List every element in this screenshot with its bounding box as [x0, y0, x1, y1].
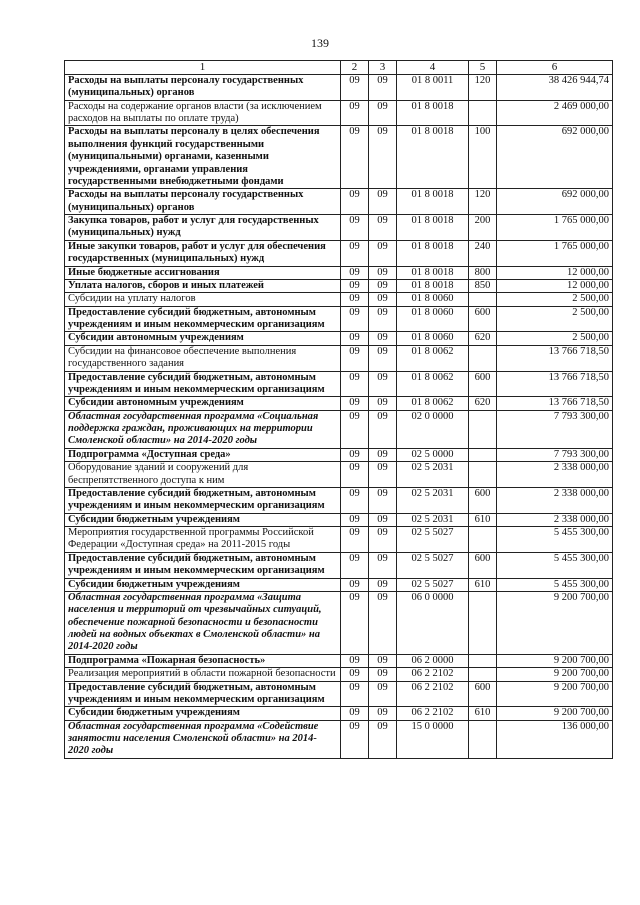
row-subsection-cell: 09 — [369, 397, 397, 410]
row-subsection-cell: 09 — [369, 513, 397, 526]
row-subsection-cell: 09 — [369, 552, 397, 578]
row-name-cell: Предоставление субсидий бюджетным, автономным учреждениям и иным некоммерческим организациям — [65, 487, 341, 513]
row-subsection-cell: 09 — [369, 332, 397, 345]
row-section-cell: 09 — [341, 668, 369, 681]
row-subsection-cell: 09 — [369, 654, 397, 667]
table-row — [65, 654, 613, 667]
row-target-code-cell: 06 0 0000 — [397, 591, 469, 654]
row-subsection-cell: 09 — [369, 126, 397, 189]
row-name-cell: Иные бюджетные ассигнования — [65, 266, 341, 279]
row-subsection-cell: 09 — [369, 681, 397, 707]
row-expense-type-cell — [469, 462, 497, 488]
row-amount-cell: 2 338 000,00 — [497, 487, 613, 513]
row-section-cell: 09 — [341, 266, 369, 279]
row-section-cell: 09 — [341, 707, 369, 720]
row-name-cell: Подпрограмма «Доступная среда» — [65, 448, 341, 461]
row-expense-type-cell: 850 — [469, 279, 497, 292]
row-name-cell: Субсидии бюджетным учреждениям — [65, 707, 341, 720]
row-expense-type-cell: 600 — [469, 371, 497, 397]
table-row — [65, 591, 613, 654]
row-subsection-cell: 09 — [369, 215, 397, 241]
column-header: 1 — [65, 61, 341, 75]
table-row — [65, 126, 613, 189]
row-target-code-cell: 02 5 5027 — [397, 527, 469, 553]
table-row — [65, 371, 613, 397]
row-expense-type-cell — [469, 448, 497, 461]
row-target-code-cell: 01 8 0062 — [397, 345, 469, 371]
row-expense-type-cell: 610 — [469, 578, 497, 591]
row-name-cell: Субсидии на уплату налогов — [65, 293, 341, 306]
row-name-cell: Субсидии автономным учреждениям — [65, 397, 341, 410]
row-target-code-cell: 01 8 0018 — [397, 266, 469, 279]
row-section-cell: 09 — [341, 513, 369, 526]
row-amount-cell: 5 455 300,00 — [497, 578, 613, 591]
row-section-cell: 09 — [341, 527, 369, 553]
table-row — [65, 527, 613, 553]
row-amount-cell: 7 793 300,00 — [497, 410, 613, 448]
row-expense-type-cell: 100 — [469, 126, 497, 189]
row-section-cell: 09 — [341, 487, 369, 513]
row-section-cell: 09 — [341, 578, 369, 591]
row-target-code-cell: 02 0 0000 — [397, 410, 469, 448]
row-section-cell: 09 — [341, 215, 369, 241]
row-section-cell: 09 — [341, 332, 369, 345]
row-amount-cell: 136 000,00 — [497, 720, 613, 758]
row-target-code-cell: 02 5 2031 — [397, 487, 469, 513]
row-target-code-cell: 01 8 0060 — [397, 306, 469, 332]
column-header: 5 — [469, 61, 497, 75]
row-expense-type-cell: 620 — [469, 332, 497, 345]
row-subsection-cell: 09 — [369, 591, 397, 654]
row-expense-type-cell: 800 — [469, 266, 497, 279]
column-header: 6 — [497, 61, 613, 75]
column-header: 4 — [397, 61, 469, 75]
table-row — [65, 681, 613, 707]
row-target-code-cell: 01 8 0018 — [397, 189, 469, 215]
row-name-cell: Областная государственная программа «Защита населения и территорий от чрезвычайных ситуаций, обеспечение пожарной безопасности и безопасности людей на водных объектах в Смоленской области» на 2014-2020 годы — [65, 591, 341, 654]
row-target-code-cell: 01 8 0060 — [397, 332, 469, 345]
row-amount-cell: 13 766 718,50 — [497, 345, 613, 371]
row-section-cell: 09 — [341, 126, 369, 189]
row-section-cell: 09 — [341, 345, 369, 371]
row-target-code-cell: 01 8 0018 — [397, 215, 469, 241]
table-row — [65, 74, 613, 100]
row-expense-type-cell — [469, 345, 497, 371]
row-amount-cell: 12 000,00 — [497, 279, 613, 292]
row-section-cell: 09 — [341, 371, 369, 397]
row-amount-cell: 2 469 000,00 — [497, 100, 613, 126]
row-section-cell: 09 — [341, 410, 369, 448]
row-amount-cell: 1 765 000,00 — [497, 240, 613, 266]
row-amount-cell: 1 765 000,00 — [497, 215, 613, 241]
row-target-code-cell: 06 2 2102 — [397, 681, 469, 707]
row-amount-cell: 13 766 718,50 — [497, 371, 613, 397]
row-subsection-cell: 09 — [369, 371, 397, 397]
table-row — [65, 189, 613, 215]
table-row — [65, 668, 613, 681]
row-name-cell: Расходы на содержание органов власти (за исключением расходов на выплаты по оплате труда) — [65, 100, 341, 126]
row-expense-type-cell — [469, 293, 497, 306]
row-expense-type-cell — [469, 527, 497, 553]
row-expense-type-cell — [469, 100, 497, 126]
table-row — [65, 487, 613, 513]
row-name-cell: Субсидии бюджетным учреждениям — [65, 578, 341, 591]
row-amount-cell: 9 200 700,00 — [497, 591, 613, 654]
row-name-cell: Предоставление субсидий бюджетным, автономным учреждениям и иным некоммерческим организациям — [65, 552, 341, 578]
row-amount-cell: 2 338 000,00 — [497, 513, 613, 526]
row-name-cell: Предоставление субсидий бюджетным, автономным учреждениям и иным некоммерческим организациям — [65, 681, 341, 707]
row-subsection-cell: 09 — [369, 74, 397, 100]
row-subsection-cell: 09 — [369, 266, 397, 279]
row-subsection-cell: 09 — [369, 345, 397, 371]
row-target-code-cell: 02 5 2031 — [397, 513, 469, 526]
row-expense-type-cell: 600 — [469, 552, 497, 578]
row-subsection-cell: 09 — [369, 527, 397, 553]
row-section-cell: 09 — [341, 654, 369, 667]
row-name-cell: Расходы на выплаты персоналу государственных (муниципальных) органов — [65, 189, 341, 215]
row-name-cell: Субсидии бюджетным учреждениям — [65, 513, 341, 526]
row-name-cell: Оборудование зданий и сооружений для беспрепятственного доступа к ним — [65, 462, 341, 488]
row-section-cell: 09 — [341, 681, 369, 707]
row-target-code-cell: 02 5 5027 — [397, 552, 469, 578]
row-amount-cell: 7 793 300,00 — [497, 448, 613, 461]
row-subsection-cell: 09 — [369, 189, 397, 215]
row-name-cell: Субсидии автономным учреждениям — [65, 332, 341, 345]
row-target-code-cell: 01 8 0018 — [397, 279, 469, 292]
row-expense-type-cell: 600 — [469, 306, 497, 332]
row-section-cell: 09 — [341, 448, 369, 461]
table-row — [65, 306, 613, 332]
row-name-cell: Иные закупки товаров, работ и услуг для обеспечения государственных (муниципальных) нужд — [65, 240, 341, 266]
table-row — [65, 397, 613, 410]
row-amount-cell: 2 500,00 — [497, 332, 613, 345]
row-expense-type-cell: 600 — [469, 487, 497, 513]
row-expense-type-cell — [469, 410, 497, 448]
row-expense-type-cell: 620 — [469, 397, 497, 410]
row-name-cell: Реализация мероприятий в области пожарной безопасности — [65, 668, 341, 681]
row-section-cell: 09 — [341, 462, 369, 488]
row-expense-type-cell: 120 — [469, 74, 497, 100]
row-name-cell: Областная государственная программа «Социальная поддержка граждан, проживающих на территории Смоленской области» на 2014-2020 годы — [65, 410, 341, 448]
row-target-code-cell: 01 8 0018 — [397, 126, 469, 189]
row-expense-type-cell: 610 — [469, 513, 497, 526]
row-subsection-cell: 09 — [369, 100, 397, 126]
row-target-code-cell: 01 8 0062 — [397, 371, 469, 397]
row-amount-cell: 692 000,00 — [497, 189, 613, 215]
row-subsection-cell: 09 — [369, 279, 397, 292]
row-name-cell: Расходы на выплаты персоналу в целях обеспечения выполнения функций государственными (муниципальными) органами, казенными учреждениями, органами управления государственными внебюджетными фондами — [65, 126, 341, 189]
row-target-code-cell: 06 2 0000 — [397, 654, 469, 667]
row-expense-type-cell — [469, 668, 497, 681]
row-amount-cell: 2 500,00 — [497, 293, 613, 306]
table-row — [65, 513, 613, 526]
row-amount-cell: 13 766 718,50 — [497, 397, 613, 410]
row-name-cell: Предоставление субсидий бюджетным, автономным учреждениям и иным некоммерческим организациям — [65, 371, 341, 397]
table-row — [65, 100, 613, 126]
row-amount-cell: 2 338 000,00 — [497, 462, 613, 488]
row-name-cell: Предоставление субсидий бюджетным, автономным учреждениям и иным некоммерческим организациям — [65, 306, 341, 332]
row-subsection-cell: 09 — [369, 448, 397, 461]
row-target-code-cell: 01 8 0011 — [397, 74, 469, 100]
row-subsection-cell: 09 — [369, 462, 397, 488]
row-amount-cell: 38 426 944,74 — [497, 74, 613, 100]
table-row — [65, 240, 613, 266]
row-subsection-cell: 09 — [369, 707, 397, 720]
row-subsection-cell: 09 — [369, 487, 397, 513]
table-row — [65, 279, 613, 292]
row-target-code-cell: 15 0 0000 — [397, 720, 469, 758]
table-row — [65, 266, 613, 279]
row-target-code-cell: 01 8 0062 — [397, 397, 469, 410]
table-row — [65, 720, 613, 758]
row-expense-type-cell — [469, 591, 497, 654]
row-section-cell: 09 — [341, 100, 369, 126]
table-row — [65, 578, 613, 591]
table-row — [65, 410, 613, 448]
row-subsection-cell: 09 — [369, 720, 397, 758]
row-name-cell: Закупка товаров, работ и услуг для государственных (муниципальных) нужд — [65, 215, 341, 241]
table-row — [65, 345, 613, 371]
budget-table — [64, 60, 613, 759]
row-expense-type-cell — [469, 720, 497, 758]
row-name-cell: Подпрограмма «Пожарная безопасность» — [65, 654, 341, 667]
row-amount-cell: 5 455 300,00 — [497, 527, 613, 553]
table-row — [65, 293, 613, 306]
row-subsection-cell: 09 — [369, 240, 397, 266]
row-target-code-cell: 06 2 2102 — [397, 668, 469, 681]
header-row — [65, 61, 613, 75]
column-header: 2 — [341, 61, 369, 75]
row-section-cell: 09 — [341, 189, 369, 215]
row-target-code-cell: 02 5 0000 — [397, 448, 469, 461]
page-number: 139 — [311, 36, 329, 50]
row-subsection-cell: 09 — [369, 668, 397, 681]
table-row — [65, 215, 613, 241]
row-section-cell: 09 — [341, 74, 369, 100]
row-target-code-cell: 02 5 5027 — [397, 578, 469, 591]
row-amount-cell: 2 500,00 — [497, 306, 613, 332]
row-section-cell: 09 — [341, 293, 369, 306]
row-expense-type-cell: 610 — [469, 707, 497, 720]
row-section-cell: 09 — [341, 279, 369, 292]
table-row — [65, 552, 613, 578]
row-subsection-cell: 09 — [369, 578, 397, 591]
row-subsection-cell: 09 — [369, 306, 397, 332]
row-expense-type-cell: 600 — [469, 681, 497, 707]
row-target-code-cell: 01 8 0018 — [397, 240, 469, 266]
row-expense-type-cell: 120 — [469, 189, 497, 215]
table-row — [65, 448, 613, 461]
row-expense-type-cell: 200 — [469, 215, 497, 241]
row-subsection-cell: 09 — [369, 293, 397, 306]
row-target-code-cell: 01 8 0060 — [397, 293, 469, 306]
row-name-cell: Областная государственная программа «Содействие занятости населения Смоленской области» на 2014-2020 годы — [65, 720, 341, 758]
row-name-cell: Расходы на выплаты персоналу государственных (муниципальных) органов — [65, 74, 341, 100]
row-target-code-cell: 02 5 2031 — [397, 462, 469, 488]
row-section-cell: 09 — [341, 240, 369, 266]
row-name-cell: Субсидии на финансовое обеспечение выполнения государственного задания — [65, 345, 341, 371]
row-amount-cell: 692 000,00 — [497, 126, 613, 189]
row-expense-type-cell: 240 — [469, 240, 497, 266]
row-section-cell: 09 — [341, 397, 369, 410]
row-expense-type-cell — [469, 654, 497, 667]
row-section-cell: 09 — [341, 552, 369, 578]
row-section-cell: 09 — [341, 591, 369, 654]
row-amount-cell: 5 455 300,00 — [497, 552, 613, 578]
row-amount-cell: 9 200 700,00 — [497, 654, 613, 667]
row-section-cell: 09 — [341, 306, 369, 332]
row-target-code-cell: 06 2 2102 — [397, 707, 469, 720]
row-name-cell: Мероприятия государственной программы Российской Федерации «Доступная среда» на 2011-2015 годы — [65, 527, 341, 553]
table-row — [65, 707, 613, 720]
table-row — [65, 462, 613, 488]
row-amount-cell: 9 200 700,00 — [497, 681, 613, 707]
row-name-cell: Уплата налогов, сборов и иных платежей — [65, 279, 341, 292]
column-header: 3 — [369, 61, 397, 75]
table-row — [65, 332, 613, 345]
row-amount-cell: 9 200 700,00 — [497, 707, 613, 720]
row-amount-cell: 12 000,00 — [497, 266, 613, 279]
row-amount-cell: 9 200 700,00 — [497, 668, 613, 681]
row-section-cell: 09 — [341, 720, 369, 758]
row-target-code-cell: 01 8 0018 — [397, 100, 469, 126]
row-subsection-cell: 09 — [369, 410, 397, 448]
